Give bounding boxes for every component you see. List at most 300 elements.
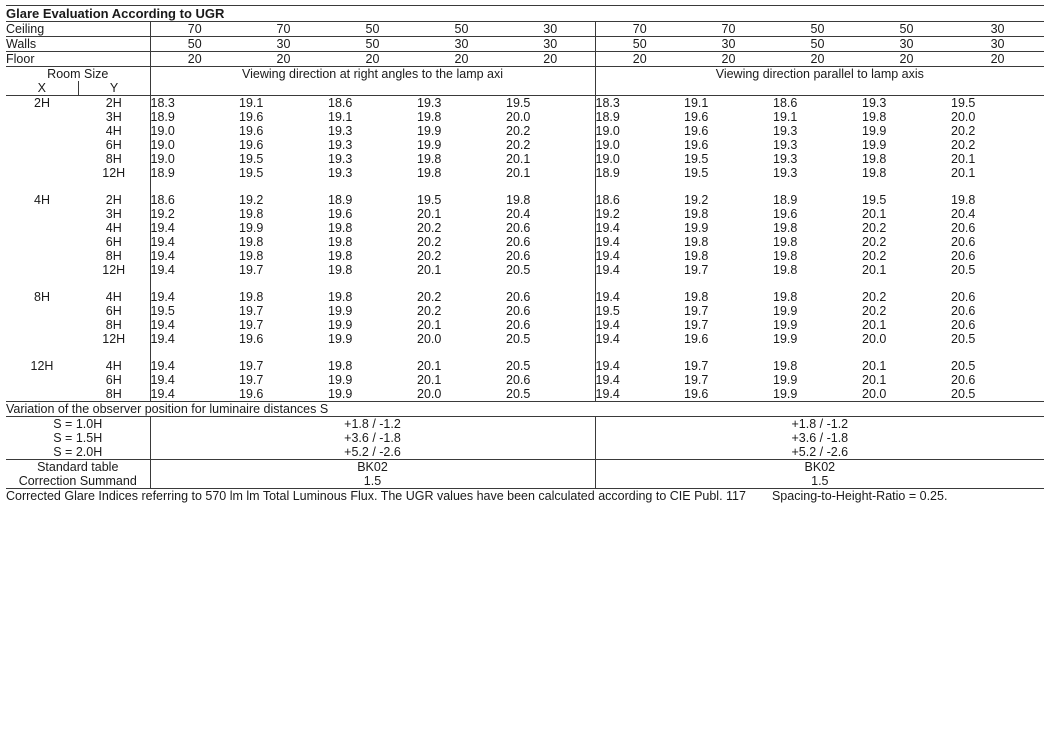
x-value: 4H bbox=[34, 193, 50, 207]
ugr-value: 18.9 bbox=[595, 110, 684, 124]
x-value bbox=[6, 124, 78, 138]
variation-value-parallel: +3.6 / -1.8 bbox=[595, 431, 1044, 445]
ugr-value: 19.0 bbox=[595, 124, 684, 138]
y-value: 3H bbox=[78, 207, 150, 221]
reflectance-value: 50 bbox=[328, 22, 417, 37]
reflectance-value: 50 bbox=[595, 37, 684, 52]
ugr-value: 18.9 bbox=[150, 110, 175, 124]
y-value: 4H bbox=[78, 124, 150, 138]
ugr-value: 20.6 bbox=[951, 318, 976, 332]
ugr-value: 20.2 bbox=[417, 249, 442, 263]
ugr-value: 19.9 bbox=[773, 332, 798, 346]
ugr-value: 18.9 bbox=[773, 193, 798, 207]
reflectance-value: 50 bbox=[773, 37, 862, 52]
ugr-value: 19.3 bbox=[862, 96, 887, 110]
ugr-table bbox=[6, 5, 1044, 503]
table-row bbox=[6, 263, 1044, 277]
ugr-value: 19.8 bbox=[328, 249, 353, 263]
y-value: 6H bbox=[78, 373, 150, 387]
ugr-value: 19.4 bbox=[150, 318, 175, 332]
ugr-value: 19.1 bbox=[773, 110, 798, 124]
ugr-value: 19.3 bbox=[417, 96, 442, 110]
reflectance-value: 30 bbox=[862, 37, 951, 52]
ugr-value: 19.6 bbox=[684, 124, 709, 138]
ugr-value: 19.4 bbox=[150, 263, 175, 277]
x-value bbox=[6, 263, 78, 277]
ugr-value: 19.5 bbox=[684, 152, 709, 166]
column-header-row bbox=[6, 67, 1044, 82]
x-value bbox=[6, 221, 78, 235]
ugr-value: 20.1 bbox=[417, 263, 442, 277]
ugr-value: 20.2 bbox=[506, 138, 531, 152]
table-row bbox=[6, 152, 1044, 166]
ugr-value: 20.0 bbox=[951, 110, 976, 124]
variation-label: S = 2.0H bbox=[6, 445, 150, 460]
standard-table-label: Standard table bbox=[6, 460, 150, 475]
ugr-value: 19.8 bbox=[684, 249, 709, 263]
ugr-value: 20.2 bbox=[951, 138, 976, 152]
ugr-value: 20.2 bbox=[862, 249, 887, 263]
x-value bbox=[6, 304, 78, 318]
reflectance-label-walls: Walls bbox=[6, 37, 150, 52]
ugr-value: 19.1 bbox=[239, 96, 264, 110]
ugr-value: 19.4 bbox=[595, 221, 684, 235]
ugr-value: 19.0 bbox=[595, 152, 684, 166]
ugr-value: 20.2 bbox=[417, 304, 442, 318]
reflectance-value: 50 bbox=[328, 37, 417, 52]
ugr-value: 20.4 bbox=[506, 207, 531, 221]
ugr-value: 19.1 bbox=[684, 96, 709, 110]
y-value: 8H bbox=[78, 249, 150, 263]
ugr-value: 19.8 bbox=[328, 221, 353, 235]
group-spacer bbox=[6, 346, 1044, 359]
ugr-value: 19.8 bbox=[417, 110, 442, 124]
ugr-value: 19.7 bbox=[239, 373, 264, 387]
reflectance-value: 30 bbox=[951, 37, 1044, 52]
ugr-value: 20.2 bbox=[506, 124, 531, 138]
ugr-value: 19.8 bbox=[328, 359, 353, 373]
ugr-value: 19.6 bbox=[328, 207, 353, 221]
ugr-value: 20.1 bbox=[951, 152, 976, 166]
ugr-value: 19.9 bbox=[328, 332, 353, 346]
reflectance-label-ceiling: Ceiling bbox=[6, 22, 150, 37]
ugr-value: 18.9 bbox=[150, 166, 175, 180]
title-row bbox=[6, 6, 1044, 22]
reflectance-value: 20 bbox=[773, 52, 862, 67]
ugr-value: 20.5 bbox=[506, 359, 531, 373]
y-value: 2H bbox=[78, 96, 150, 111]
ugr-value: 19.6 bbox=[239, 124, 264, 138]
ugr-value: 20.2 bbox=[862, 235, 887, 249]
ugr-value: 19.8 bbox=[506, 193, 531, 207]
standard-table-row bbox=[6, 460, 1044, 475]
x-value bbox=[6, 152, 78, 166]
reflectance-value: 70 bbox=[595, 22, 684, 37]
variation-note: Variation of the observer position for luminaire distances S bbox=[6, 402, 1044, 417]
ugr-value: 19.9 bbox=[328, 373, 353, 387]
ugr-value: 19.7 bbox=[239, 359, 264, 373]
reflectance-value: 70 bbox=[684, 22, 773, 37]
x-value: 8H bbox=[34, 290, 50, 304]
ugr-value: 19.3 bbox=[773, 152, 798, 166]
ugr-value: 19.9 bbox=[239, 221, 264, 235]
ugr-value: 20.5 bbox=[506, 263, 531, 277]
reflectance-value: 30 bbox=[684, 37, 773, 52]
reflectance-value: 20 bbox=[417, 52, 506, 67]
table-row bbox=[6, 304, 1044, 318]
x-value bbox=[6, 249, 78, 263]
ugr-value: 19.6 bbox=[239, 387, 264, 401]
ugr-value: 19.3 bbox=[328, 138, 353, 152]
reflectance-value: 20 bbox=[684, 52, 773, 67]
ugr-value: 20.6 bbox=[951, 373, 976, 387]
y-value: 12H bbox=[78, 332, 150, 346]
ugr-value: 18.6 bbox=[150, 193, 175, 207]
y-value: 4H bbox=[78, 290, 150, 304]
ugr-value: 19.6 bbox=[684, 138, 709, 152]
ugr-value: 19.8 bbox=[239, 290, 264, 304]
ugr-value: 20.2 bbox=[417, 290, 442, 304]
group-spacer bbox=[6, 180, 1044, 193]
y-value: 8H bbox=[78, 387, 150, 402]
ugr-value: 19.4 bbox=[595, 249, 684, 263]
ugr-value: 19.7 bbox=[239, 318, 264, 332]
table-row bbox=[6, 96, 1044, 111]
ugr-value: 19.6 bbox=[773, 207, 798, 221]
ugr-value: 19.4 bbox=[595, 332, 684, 346]
table-row bbox=[6, 387, 1044, 402]
ugr-value: 19.8 bbox=[417, 166, 442, 180]
ugr-value: 19.6 bbox=[684, 387, 709, 401]
ugr-value: 19.7 bbox=[684, 304, 709, 318]
ugr-value: 19.7 bbox=[239, 263, 264, 277]
footnote-spacing-ratio: Spacing-to-Height-Ratio = 0.25. bbox=[771, 489, 948, 503]
reflectance-value: 20 bbox=[239, 52, 328, 67]
ugr-value: 18.3 bbox=[150, 96, 175, 110]
ugr-value: 18.9 bbox=[328, 193, 353, 207]
ugr-value: 19.3 bbox=[328, 152, 353, 166]
ugr-value: 19.8 bbox=[239, 235, 264, 249]
ugr-value: 19.7 bbox=[684, 263, 709, 277]
x-value bbox=[6, 138, 78, 152]
y-value: 6H bbox=[78, 138, 150, 152]
ugr-value: 19.8 bbox=[239, 207, 264, 221]
ugr-value: 20.2 bbox=[862, 221, 887, 235]
y-value: 4H bbox=[78, 221, 150, 235]
reflectance-value: 30 bbox=[239, 37, 328, 52]
table-row bbox=[6, 373, 1044, 387]
ugr-value: 20.1 bbox=[506, 152, 531, 166]
variation-value-perpendicular: +5.2 / -2.6 bbox=[150, 445, 595, 460]
x-value bbox=[6, 373, 78, 387]
ugr-value: 20.6 bbox=[951, 249, 976, 263]
ugr-value: 19.9 bbox=[328, 318, 353, 332]
ugr-value: 19.4 bbox=[595, 387, 684, 402]
ugr-value: 19.8 bbox=[773, 221, 798, 235]
table-row bbox=[6, 138, 1044, 152]
reflectance-value: 30 bbox=[951, 22, 1044, 37]
ugr-value: 20.1 bbox=[506, 166, 531, 180]
table-row bbox=[6, 221, 1044, 235]
x-header: X bbox=[6, 81, 78, 96]
ugr-value: 20.6 bbox=[506, 235, 531, 249]
group-spacer bbox=[6, 277, 1044, 290]
ugr-value: 19.9 bbox=[773, 387, 798, 401]
ugr-value: 20.1 bbox=[862, 318, 887, 332]
ugr-value: 20.1 bbox=[862, 207, 887, 221]
direction-perpendicular-header: Viewing direction at right angles to the lamp axi bbox=[241, 67, 504, 81]
ugr-value: 19.0 bbox=[150, 138, 175, 152]
ugr-value: 19.8 bbox=[773, 359, 798, 373]
ugr-value: 20.2 bbox=[862, 304, 887, 318]
y-value: 3H bbox=[78, 110, 150, 124]
xy-header-row bbox=[6, 81, 1044, 96]
ugr-value: 20.6 bbox=[506, 304, 531, 318]
ugr-value: 19.4 bbox=[595, 373, 684, 387]
ugr-value: 20.1 bbox=[862, 359, 887, 373]
ugr-value: 19.4 bbox=[150, 249, 175, 263]
ugr-value: 19.8 bbox=[862, 110, 887, 124]
ugr-value: 20.4 bbox=[951, 207, 976, 221]
y-value: 12H bbox=[78, 166, 150, 180]
ugr-value: 20.6 bbox=[951, 235, 976, 249]
ugr-value: 19.8 bbox=[773, 249, 798, 263]
ugr-value: 19.8 bbox=[239, 249, 264, 263]
ugr-value: 19.8 bbox=[328, 290, 353, 304]
ugr-value: 20.6 bbox=[951, 304, 976, 318]
ugr-value: 20.1 bbox=[417, 359, 442, 373]
variation-row bbox=[6, 445, 1044, 460]
ugr-value: 19.8 bbox=[951, 193, 976, 207]
ugr-value: 19.9 bbox=[328, 387, 353, 401]
ugr-value: 19.6 bbox=[684, 110, 709, 124]
ugr-value: 20.1 bbox=[417, 318, 442, 332]
ugr-value: 19.9 bbox=[773, 373, 798, 387]
ugr-value: 20.0 bbox=[862, 332, 887, 346]
ugr-value: 19.4 bbox=[595, 263, 684, 277]
reflectance-value: 20 bbox=[150, 52, 239, 67]
ugr-value: 19.5 bbox=[595, 304, 684, 318]
ugr-value: 19.5 bbox=[239, 166, 264, 180]
reflectance-value: 30 bbox=[417, 37, 506, 52]
ugr-value: 19.4 bbox=[595, 359, 684, 373]
table-row bbox=[6, 359, 1044, 373]
y-value: 4H bbox=[78, 359, 150, 373]
ugr-value: 20.5 bbox=[951, 332, 976, 346]
ugr-value: 19.4 bbox=[595, 318, 684, 332]
ugr-value: 19.3 bbox=[773, 124, 798, 138]
ugr-value: 20.5 bbox=[951, 359, 976, 373]
ugr-value: 19.4 bbox=[595, 290, 684, 304]
variation-label: S = 1.5H bbox=[6, 431, 150, 445]
ugr-value: 19.3 bbox=[773, 166, 798, 180]
variation-value-perpendicular: +1.8 / -1.2 bbox=[344, 417, 401, 431]
x-value bbox=[6, 387, 78, 402]
room-size-header: Room Size bbox=[6, 67, 150, 82]
reflectance-value: 30 bbox=[506, 22, 595, 37]
ugr-value: 19.9 bbox=[417, 124, 442, 138]
ugr-value: 19.8 bbox=[862, 152, 887, 166]
reflectance-label-floor: Floor bbox=[6, 52, 150, 67]
ugr-value: 19.9 bbox=[328, 304, 353, 318]
ugr-value: 18.6 bbox=[595, 193, 684, 207]
ugr-value: 20.6 bbox=[506, 318, 531, 332]
ugr-value: 20.5 bbox=[951, 263, 976, 277]
ugr-value: 19.4 bbox=[595, 235, 684, 249]
table-row bbox=[6, 110, 1044, 124]
ugr-value: 19.2 bbox=[684, 193, 709, 207]
table-row bbox=[6, 166, 1044, 180]
page-title: Glare Evaluation According to UGR bbox=[6, 6, 1044, 22]
variation-label: S = 1.0H bbox=[6, 417, 150, 432]
ugr-value: 19.5 bbox=[239, 152, 264, 166]
reflectance-row-ceiling bbox=[6, 22, 1044, 37]
y-value: 6H bbox=[78, 235, 150, 249]
ugr-value: 19.8 bbox=[684, 290, 709, 304]
x-value bbox=[6, 207, 78, 221]
ugr-value: 19.4 bbox=[150, 373, 175, 387]
reflectance-value: 20 bbox=[506, 52, 595, 67]
x-value bbox=[6, 166, 78, 180]
ugr-value: 19.6 bbox=[239, 332, 264, 346]
ugr-value: 20.2 bbox=[417, 235, 442, 249]
ugr-value: 19.3 bbox=[328, 124, 353, 138]
footnote-main: Corrected Glare Indices referring to 570 lm lm Total Luminous Flux. The UGR values have been calculated according to CIE Publ. 117 bbox=[6, 489, 746, 503]
variation-value-perpendicular: +3.6 / -1.8 bbox=[344, 431, 401, 445]
ugr-value: 19.8 bbox=[417, 152, 442, 166]
ugr-value: 20.5 bbox=[506, 332, 531, 346]
x-value: 2H bbox=[34, 96, 50, 110]
correction-summand-row bbox=[6, 474, 1044, 489]
ugr-value: 19.5 bbox=[506, 96, 531, 110]
ugr-value: 19.7 bbox=[684, 373, 709, 387]
ugr-value: 20.6 bbox=[506, 373, 531, 387]
ugr-value: 20.6 bbox=[951, 221, 976, 235]
ugr-value: 19.0 bbox=[595, 138, 684, 152]
variation-value-parallel: +5.2 / -2.6 bbox=[595, 445, 1044, 460]
y-value: 6H bbox=[78, 304, 150, 318]
correction-summand-label: Correction Summand bbox=[6, 474, 150, 489]
reflectance-value: 50 bbox=[862, 22, 951, 37]
ugr-value: 19.2 bbox=[150, 207, 175, 221]
correction-summand-value-perpendicular: 1.5 bbox=[150, 474, 595, 489]
ugr-value: 19.8 bbox=[862, 166, 887, 180]
table-row bbox=[6, 193, 1044, 207]
table-row bbox=[6, 318, 1044, 332]
y-value: 12H bbox=[78, 263, 150, 277]
ugr-value: 19.6 bbox=[684, 332, 709, 346]
variation-note-row bbox=[6, 402, 1044, 417]
reflectance-value: 50 bbox=[773, 22, 862, 37]
table-row bbox=[6, 290, 1044, 304]
ugr-value: 20.6 bbox=[506, 249, 531, 263]
y-value: 8H bbox=[78, 318, 150, 332]
standard-table-value-perpendicular: BK02 bbox=[357, 460, 388, 474]
ugr-value: 20.1 bbox=[417, 207, 442, 221]
variation-row bbox=[6, 431, 1044, 445]
reflectance-value: 20 bbox=[595, 52, 684, 67]
standard-table-value-parallel: BK02 bbox=[595, 460, 1044, 475]
ugr-value: 19.4 bbox=[150, 221, 175, 235]
ugr-value: 20.1 bbox=[862, 263, 887, 277]
ugr-value: 19.8 bbox=[684, 207, 709, 221]
reflectance-value: 70 bbox=[150, 22, 239, 37]
ugr-value: 20.0 bbox=[417, 387, 442, 401]
direction-parallel-header: Viewing direction parallel to lamp axis bbox=[595, 67, 1044, 82]
ugr-value: 18.6 bbox=[773, 96, 798, 110]
ugr-value: 20.0 bbox=[417, 332, 442, 346]
ugr-value: 19.9 bbox=[862, 138, 887, 152]
ugr-value: 19.8 bbox=[773, 235, 798, 249]
variation-value-parallel: +1.8 / -1.2 bbox=[595, 417, 1044, 432]
ugr-value: 18.9 bbox=[595, 166, 684, 180]
reflectance-row-floor bbox=[6, 52, 1044, 67]
header-spacer-perpendicular bbox=[150, 81, 595, 96]
y-header: Y bbox=[78, 81, 150, 96]
ugr-value: 20.2 bbox=[951, 124, 976, 138]
ugr-value: 19.7 bbox=[684, 318, 709, 332]
ugr-value: 20.1 bbox=[417, 373, 442, 387]
ugr-value: 19.5 bbox=[862, 193, 887, 207]
ugr-value: 19.5 bbox=[417, 193, 442, 207]
ugr-value: 19.8 bbox=[773, 290, 798, 304]
ugr-glare-document bbox=[0, 5, 1050, 755]
ugr-value: 20.2 bbox=[417, 221, 442, 235]
ugr-value: 19.2 bbox=[239, 193, 264, 207]
table-row bbox=[6, 124, 1044, 138]
ugr-value: 19.9 bbox=[773, 304, 798, 318]
ugr-value: 19.1 bbox=[328, 110, 353, 124]
table-row bbox=[6, 249, 1044, 263]
header-spacer-parallel bbox=[595, 81, 1044, 96]
reflectance-row-walls bbox=[6, 37, 1044, 52]
ugr-value: 19.8 bbox=[684, 235, 709, 249]
ugr-value: 19.0 bbox=[150, 152, 175, 166]
ugr-value: 20.5 bbox=[951, 387, 976, 401]
reflectance-value: 20 bbox=[862, 52, 951, 67]
ugr-value: 20.6 bbox=[506, 221, 531, 235]
ugr-value: 19.9 bbox=[417, 138, 442, 152]
ugr-value: 20.2 bbox=[862, 290, 887, 304]
x-value bbox=[6, 110, 78, 124]
table-row bbox=[6, 332, 1044, 346]
table-row bbox=[6, 235, 1044, 249]
ugr-value: 19.5 bbox=[951, 96, 976, 110]
ugr-value: 20.1 bbox=[862, 373, 887, 387]
table-row bbox=[6, 207, 1044, 221]
ugr-value: 20.0 bbox=[862, 387, 887, 401]
ugr-value: 19.2 bbox=[595, 207, 684, 221]
y-value: 8H bbox=[78, 152, 150, 166]
footnote-row bbox=[6, 489, 1044, 504]
ugr-value: 19.5 bbox=[684, 166, 709, 180]
ugr-value: 20.1 bbox=[951, 166, 976, 180]
ugr-value: 19.8 bbox=[773, 263, 798, 277]
ugr-value: 19.4 bbox=[150, 359, 175, 373]
reflectance-value: 20 bbox=[951, 52, 1044, 67]
ugr-value: 20.0 bbox=[506, 110, 531, 124]
reflectance-value: 70 bbox=[239, 22, 328, 37]
reflectance-value: 20 bbox=[328, 52, 417, 67]
ugr-value: 20.6 bbox=[951, 290, 976, 304]
ugr-value: 19.6 bbox=[239, 110, 264, 124]
ugr-value: 19.4 bbox=[150, 290, 175, 304]
y-value: 2H bbox=[78, 193, 150, 207]
ugr-value: 18.3 bbox=[595, 96, 684, 111]
ugr-value: 20.5 bbox=[506, 387, 531, 401]
ugr-value: 19.3 bbox=[328, 166, 353, 180]
x-value: 12H bbox=[30, 359, 54, 373]
